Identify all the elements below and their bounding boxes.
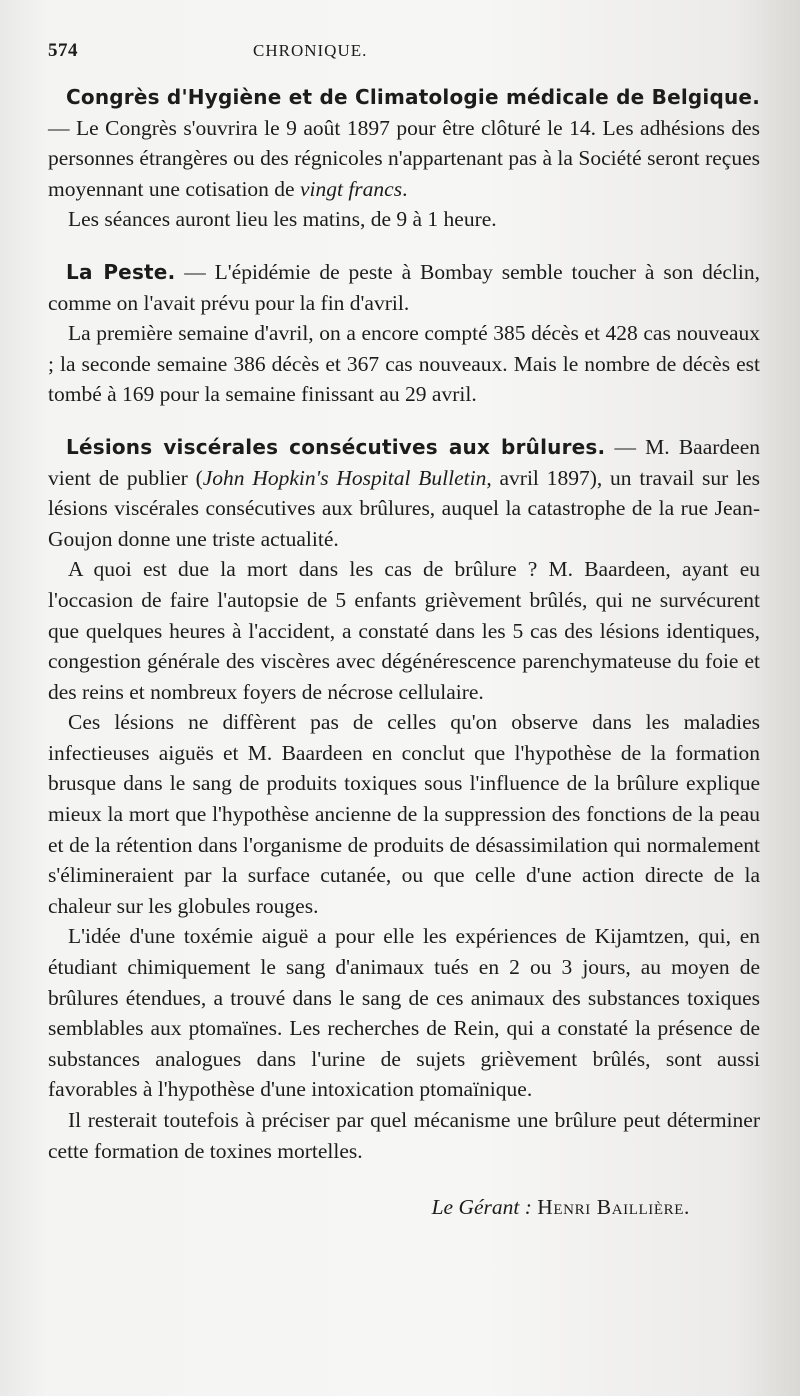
- section-title: La Peste.: [66, 259, 176, 284]
- italic-text: John Hopkin's Hospital Bulletin: [202, 465, 487, 490]
- page-header: [48, 36, 760, 82]
- page-number: 574: [48, 40, 78, 61]
- title-separator: —: [605, 434, 646, 459]
- section-lesions: [48, 432, 760, 1166]
- paragraph-text: Le Congrès s'ouvrira le 9 août 1897 pour être clôturé le 14. Les adhésions des personnes étrangères ou des régnicoles n'appartenant pas à la Société seront reçues moyennant une cotisation de: [48, 115, 761, 201]
- section-peste: [48, 257, 760, 410]
- paragraph: A quoi est due la mort dans les cas de brûlure ? M. Baardeen, ayant eu l'occasion de faire l'autopsie de 5 enfants grièvement brûlés, qui ne survécurent que quelques heures à l'accident, a constaté dans les 5 cas des lésions identiques, congestion générale des viscères avec dégénérescence parenchymateuse du foie et des reins et nombreux foyers de nécrose cellulaire.: [48, 557, 760, 704]
- paragraph: Les séances auront lieu les matins, de 9 à 1 heure.: [68, 207, 497, 232]
- italic-text: vingt francs: [299, 176, 403, 201]
- title-separator: —: [175, 259, 215, 284]
- paragraph: Il resterait toutefois à préciser par quel mécanisme une brûlure peut déterminer cette formation de toxines mortelles.: [48, 1108, 760, 1163]
- paragraph: La première semaine d'avril, on a encore compté 385 décès et 428 cas nouveaux ; la seconde semaine 386 décès et 367 cas nouveaux. Mais le nombre de décès est tombé à 169 pour la semaine finissant au 29 avril.: [48, 321, 760, 407]
- paragraph-text: , avril 1897), un travail sur les lésions viscérales consécutives aux brûlures, auquel la catastrophe de la rue Jean-Goujon donne une triste actualité.: [48, 465, 761, 551]
- paragraph: L'idée d'une toxémie aiguë a pour elle les expériences de Kijamtzen, qui, en étudiant chimiquement le sang d'animaux tués en 2 ou 3 jours, au moyen de brûlures étendues, a trouvé dans le sang de ces animaux des substances toxiques semblables aux ptomaïnes. Les recherches de Rein, qui a constaté la présence de substances analogues dans l'urine de sujets grièvement brûlés, sont aussi favorables à l'hypothèse d'une intoxication ptomaïnique.: [48, 924, 760, 1102]
- paragraph: [48, 432, 760, 554]
- paragraph-text: .: [402, 176, 408, 201]
- paragraph: Ces lésions ne diffèrent pas de celles qu'on observe dans les maladies infectieuses aiguës et M. Baardeen en conclut que l'hypothèse de la formation brusque dans le sang de produits toxiques sous l'influence de la brûlure explique mieux la mort que l'hypothèse ancienne de la suppression des fonctions de la peau et de la rétention dans l'organisme de produits de désassimilation qui normalement s'élimineraient par la surface cutanée, ou que celle d'une action directe de la chaleur sur les globules rouges.: [48, 710, 760, 918]
- running-head: CHRONIQUE.: [253, 41, 368, 60]
- section-title: Congrès d'Hygiène et de Climatologie médicale de Belgique.: [66, 85, 760, 109]
- page-content: [48, 36, 760, 1223]
- paragraph: [48, 82, 760, 204]
- section-congres: [48, 82, 760, 235]
- paragraph-text: L'épidémie de peste à Bombay semble toucher à son déclin, comme on l'avait prévu pour la fin d'avril.: [48, 259, 761, 315]
- signature-label: Le Gérant :: [431, 1195, 532, 1220]
- section-title: Lésions viscérales consécutives aux brûlures.: [66, 434, 606, 459]
- paragraph-text: M. Baardeen vient de publier (: [48, 434, 760, 490]
- title-separator: —: [48, 115, 76, 140]
- signature-name: Henri Baillière.: [537, 1195, 690, 1220]
- paragraph: [48, 257, 760, 318]
- signature: [48, 1192, 760, 1223]
